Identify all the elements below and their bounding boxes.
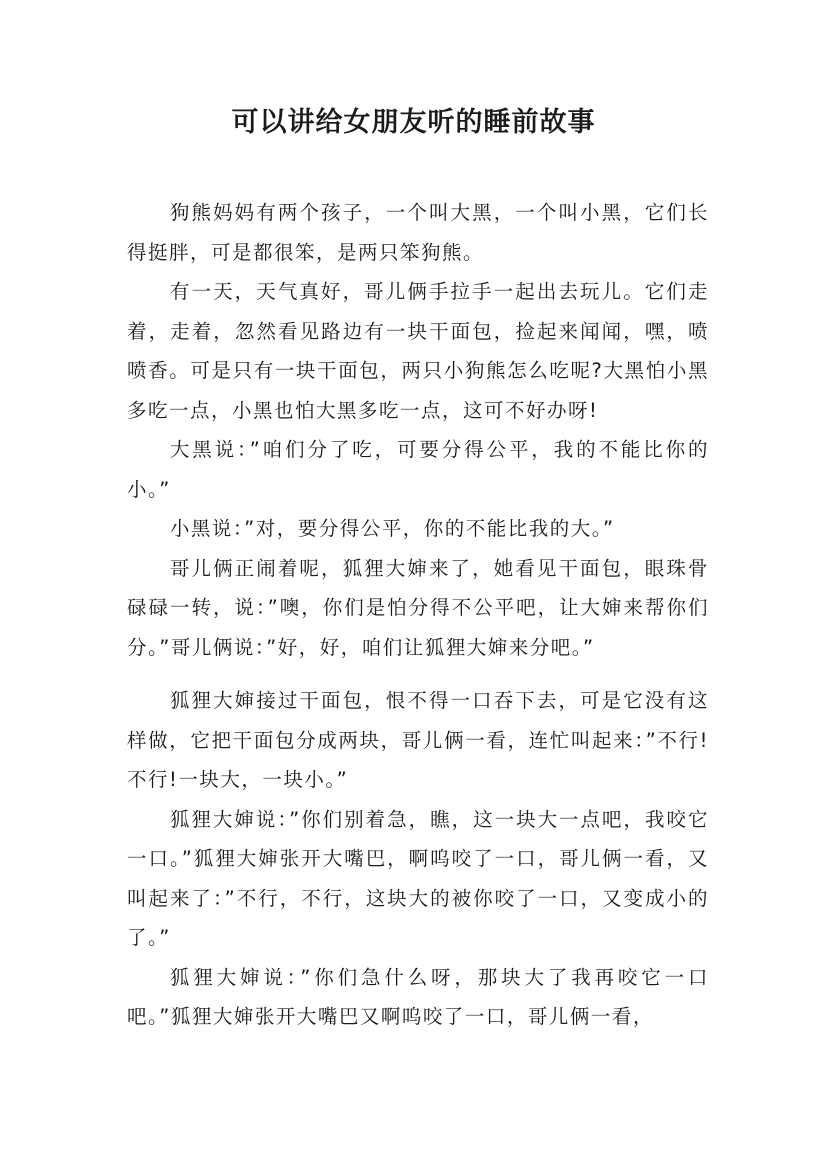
story-paragraph-8: 狐狸大婶说：”你们急什么呀，那块大了我再咬它一口吧。”狐狸大婶张开大嘴巴又啊呜咬了一口，哥儿俩一看，: [127, 965, 709, 1028]
story-paragraph-7: 狐狸大婶说：”你们别着急，瞧，这一块大一点吧，我咬它一口。”狐狸大婶张开大嘴巴，啊呜咬了一口，哥儿俩一看，又叫起来了：”不行，不行，这块大的被你咬了一口，又变成小的了。”: [127, 807, 709, 949]
story-paragraph-1: 狗熊妈妈有两个孩子，一个叫大黑，一个叫小黑，它们长得挺胖，可是都很笨，是两只笨狗熊。: [127, 201, 709, 264]
story-paragraph-3: 大黑说：”咱们分了吃，可要分得公平，我的不能比你的小。”: [127, 438, 709, 501]
story-body: [127, 193, 709, 1037]
story-paragraph-4: 小黑说：”对，要分得公平，你的不能比我的大。”: [169, 517, 615, 540]
story-paragraph-6: 狐狸大婶接过干面包，恨不得一口吞下去，可是它没有这样做，它把干面包分成两块，哥儿俩一看，连忙叫起来：”不行!不行!一块大，一块小。”: [127, 689, 709, 791]
story-paragraph-5: 哥儿俩正闹着呢，狐狸大婶来了，她看见干面包，眼珠骨碌碌一转，说：”噢，你们是怕分得不公平吧，让大婶来帮你们分。”哥儿俩说：”好，好，咱们让狐狸大婶来分吧。”: [127, 556, 709, 659]
story-paragraph-2: 有一天，天气真好，哥儿俩手拉手一起出去玩儿。它们走着，走着，忽然看见路边有一块干面包，捡起来闻闻，嘿，喷喷香。可是只有一块干面包，两只小狗熊怎么吃呢?大黑怕小黑多吃一点，小黑也怕大黑多吃一点，这可不好办呀!: [127, 280, 709, 422]
document-title: 可以讲给女朋友听的睡前故事: [231, 107, 596, 138]
